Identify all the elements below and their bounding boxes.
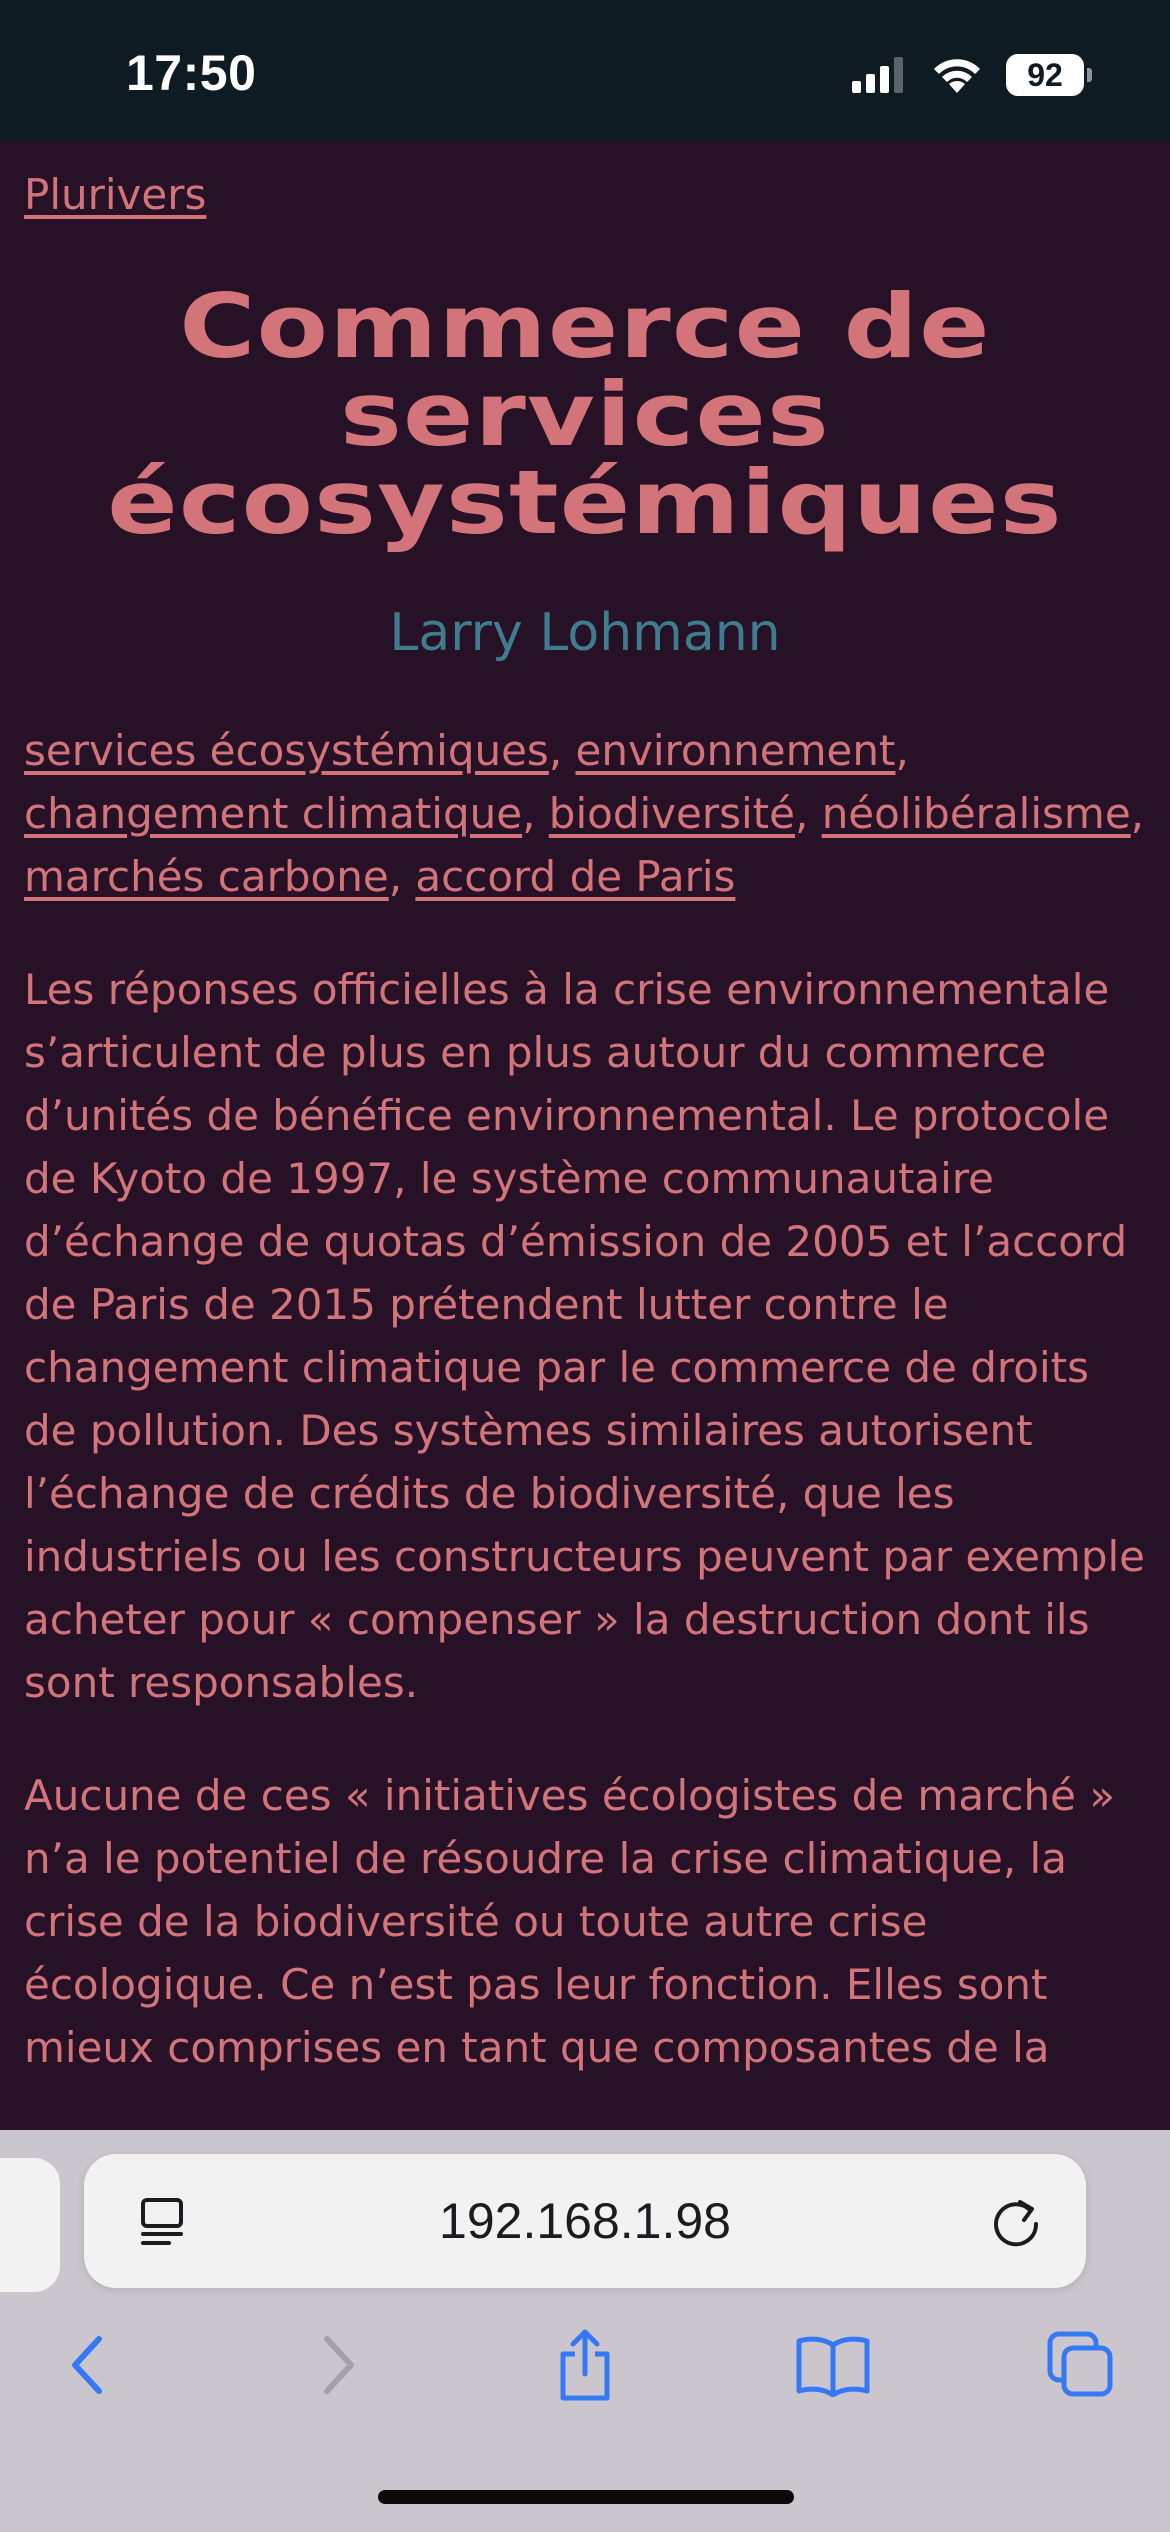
address-bar[interactable] bbox=[84, 2154, 1086, 2288]
tag-link[interactable]: biodiversité bbox=[548, 789, 795, 838]
reload-icon[interactable] bbox=[986, 2192, 1046, 2252]
page-title-line: écosystémiques bbox=[107, 451, 1063, 554]
book-icon bbox=[795, 2333, 871, 2397]
tag-link[interactable]: environnement bbox=[575, 726, 896, 775]
tabs-icon bbox=[1046, 2330, 1116, 2400]
chevron-left-icon bbox=[65, 2333, 109, 2397]
article-paragraph: Aucune de ces « initiatives écologistes de marché » n’a le potentiel de résoudre la crise climatique, la crise de la biodiversité ou toute autre crise écologique. Ce n’est pas leur fonction. Elles sont mieux comprises en tant que composantes de la bbox=[24, 1771, 1116, 2072]
back-button[interactable] bbox=[42, 2320, 132, 2410]
browser-toolbar bbox=[0, 2130, 1170, 2532]
forward-button[interactable] bbox=[294, 2320, 384, 2410]
tag-link[interactable]: changement climatique bbox=[24, 789, 523, 838]
tag-link[interactable]: néolibéralisme bbox=[821, 789, 1131, 838]
site-home-link[interactable]: Plurivers bbox=[24, 170, 207, 219]
tag-link[interactable]: services écosystémiques bbox=[24, 726, 549, 775]
page-title-line: services bbox=[340, 363, 830, 466]
web-content bbox=[0, 140, 1170, 2130]
home-indicator bbox=[378, 2490, 794, 2504]
page-title-line: Commerce de bbox=[179, 275, 991, 378]
bookmarks-button[interactable] bbox=[788, 2320, 878, 2410]
status-time: 17:50 bbox=[126, 45, 257, 101]
share-icon bbox=[553, 2326, 617, 2404]
battery-icon bbox=[1006, 54, 1084, 96]
page-title bbox=[0, 275, 1170, 554]
author-name: Larry Lohmann bbox=[389, 603, 781, 663]
tag-link[interactable]: marchés carbone bbox=[24, 852, 389, 901]
status-bar bbox=[0, 0, 1170, 140]
tabs-button[interactable] bbox=[1036, 2320, 1126, 2410]
battery-level: 92 bbox=[1027, 56, 1063, 93]
url-text: 192.168.1.98 bbox=[439, 2193, 731, 2249]
status-icons bbox=[852, 54, 1084, 96]
chevron-right-icon bbox=[317, 2333, 361, 2397]
article-paragraph: Les réponses officielles à la crise environnementale s’articulent de plus en plus autour du commerce d’unités de bénéfice environnemental. Le protocole de Kyoto de 1997, le système communautaire d’échange de quotas d’émission de 2005 et l’accord de Paris de 2015 prétendent lutter contre le changement climatique par le commerce de droits de pollution. Des systèmes similaires autorisent l’échange de crédits de biodiversité, que les industriels ou les constructeurs peuvent par exemple acheter pour « compenser » la destruction dont ils sont responsables. bbox=[24, 965, 1146, 1707]
navigation-row bbox=[0, 2320, 1170, 2420]
cellular-signal-icon bbox=[852, 57, 908, 93]
wifi-icon bbox=[930, 55, 984, 95]
share-button[interactable] bbox=[540, 2320, 630, 2410]
previous-tab-preview[interactable] bbox=[0, 2158, 60, 2292]
tag-link[interactable]: accord de Paris bbox=[415, 852, 736, 901]
tag-list: services écosystémiques, environnement, changement climatique, biodiversité, néolibéralisme, marchés carbone, accord de Paris bbox=[24, 726, 1145, 901]
